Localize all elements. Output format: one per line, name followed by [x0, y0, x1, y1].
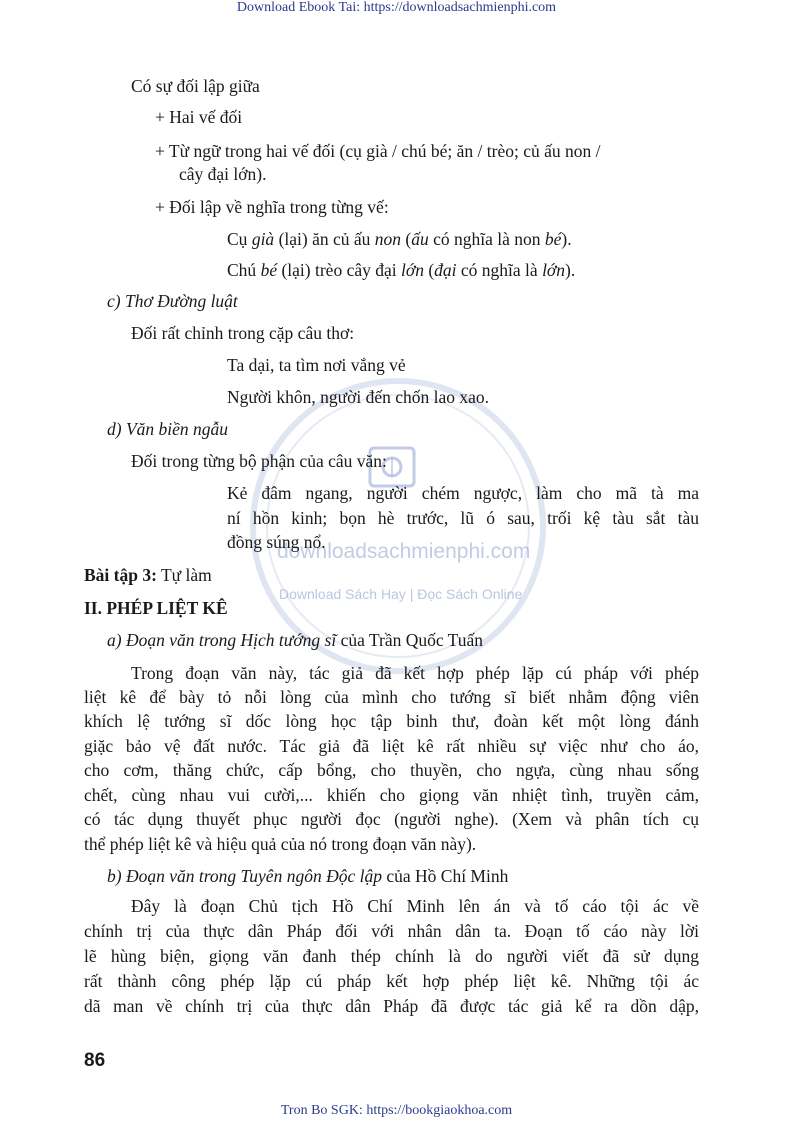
emphasis: Tuyên ngôn Độc lập: [240, 866, 382, 886]
text-line: cây đại lớn).: [179, 164, 267, 184]
quote-line: ní hồn kinh; bọn hè trước, lũ ó sau, trối kệ tàu sắt tàu: [227, 508, 699, 528]
emphasis: bé: [544, 229, 562, 249]
paragraph-line: liệt kê để bày tỏ nỗi lòng của mình cho tướng sĩ biết nhằm động viên: [84, 687, 699, 707]
paragraph-line: rất thành công phép lặp cú pháp kết hợp phép liệt kê. Những tội ác: [84, 971, 699, 991]
text-span: b) Đoạn văn trong: [107, 866, 241, 886]
quote-line: đồng súng nổ.: [227, 532, 326, 552]
emphasis: Hịch tướng sĩ: [240, 630, 337, 650]
quote-line: Kẻ đâm ngang, người chém ngược, làm cho mã tà ma: [227, 483, 699, 503]
bullet-item: + Đối lập về nghĩa trong từng vế:: [155, 197, 389, 217]
paragraph-line: có tác dụng thuyết phục người đọc (người nghe). (Xem và phân tích cụ: [84, 809, 699, 829]
exercise-label: Bài tập 3:: [84, 565, 157, 585]
paragraph-line: Đây là đoạn Chủ tịch Hồ Chí Minh lên án và tố cáo tội ác về: [131, 896, 699, 916]
text-span: a) Đoạn văn trong: [107, 630, 241, 650]
example-line: [227, 259, 575, 281]
emphasis: bé: [260, 260, 278, 280]
paragraph-line: chính trị của thực dân Pháp đối với nhân dân ta. Đoạn tố cáo này lời: [84, 921, 699, 941]
paragraph-line: khích lệ tướng sĩ dốc lòng học tập binh thư, đoàn kết một lòng đánh: [84, 711, 699, 731]
section-subheading: [107, 865, 508, 887]
watermark-site-name: downloadsachmienphi.com: [277, 540, 531, 563]
page-footer-link[interactable]: Tron Bo SGK: https://bookgiaokhoa.com: [280, 1103, 513, 1118]
paragraph-line: chết, cùng nhau vui cười,... khiến cho giọng văn nhiệt tình, truyền cảm,: [84, 785, 699, 805]
text-span: Chú: [227, 260, 261, 280]
text-span: (lại) ăn củ ấu: [274, 229, 375, 249]
example-line: [227, 228, 572, 250]
poem-line: Ta dại, ta tìm nơi vắng vẻ: [227, 355, 406, 375]
section-subheading: [107, 629, 483, 651]
text-span: Cụ: [227, 229, 252, 249]
emphasis: già: [251, 229, 275, 249]
emphasis: lớn: [542, 260, 566, 280]
exercise-heading: [84, 564, 212, 586]
text-line: Đối trong từng bộ phận của câu văn:: [131, 451, 387, 471]
text-span: ).: [561, 229, 572, 249]
section-heading: II. PHÉP LIỆT KÊ: [84, 598, 228, 618]
paragraph-line: cho cơm, thăng chức, cấp bổng, cho thuyền, cho ngựa, cùng nhau sống: [84, 760, 699, 780]
text-span: của Hồ Chí Minh: [381, 866, 509, 886]
text-span: (lại) trèo cây đại: [277, 260, 401, 280]
section-subheading: d) Văn biền ngẫu: [107, 419, 229, 439]
text-span: (: [423, 260, 435, 280]
text-span: có nghĩa là non: [428, 229, 545, 249]
watermark-tagline: Download Sách Hay | Đọc Sách Online: [279, 586, 523, 602]
page-header-link[interactable]: Download Ebook Tai: https://downloadsachmienphi.com: [236, 0, 557, 15]
emphasis: ấu: [411, 229, 429, 249]
bullet-item: + Hai vế đối: [155, 107, 243, 127]
text-span: của Trần Quốc Tuấn: [336, 630, 484, 650]
paragraph-line: lẽ hùng biện, giọng văn đanh thép chính là do người viết đã sử dụng: [84, 946, 699, 966]
paragraph-line: Trong đoạn văn này, tác giả đã kết hợp phép lặp cú pháp với phép: [131, 663, 699, 683]
text-line: Đối rất chỉnh trong cặp câu thơ:: [131, 323, 355, 343]
text-span: (: [401, 229, 412, 249]
page-number: 86: [84, 1050, 106, 1071]
emphasis: đại: [434, 260, 457, 280]
text-span: có nghĩa là: [456, 260, 543, 280]
emphasis: non: [374, 229, 402, 249]
bullet-item: + Từ ngữ trong hai vế đối (cụ già / chú bé; ăn / trèo; củ ấu non /: [155, 141, 601, 161]
text-line: Có sự đối lập giữa: [131, 76, 260, 96]
paragraph-line: thể phép liệt kê và hiệu quả của nó trong đoạn văn này).: [84, 834, 477, 854]
paragraph-line: giặc bảo vệ đất nước. Tác giả đã liệt kê rất nhiều sự việc như cho áo,: [84, 736, 699, 756]
paragraph-line: dã man về chính trị của thực dân Pháp đã được tác giả kể ra dồn dập,: [84, 996, 699, 1016]
emphasis: lớn: [401, 260, 424, 280]
poem-line: Người khôn, người đến chốn lao xao.: [227, 387, 490, 407]
exercise-text: Tự làm: [156, 565, 212, 585]
text-span: ).: [565, 260, 576, 280]
section-subheading: c) Thơ Đường luật: [107, 291, 238, 311]
